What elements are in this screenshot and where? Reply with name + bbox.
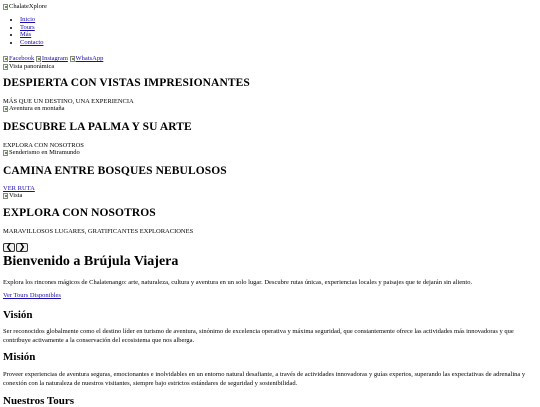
facebook-alt-text: Facebook [9,55,35,62]
nav-link-tours[interactable]: Tours [20,23,35,31]
slide-3-image-alt: Senderismo en Miramundo [9,149,80,156]
nav-item-tours[interactable] [20,24,43,32]
slide-2-image [3,105,64,113]
view-tours-link[interactable]: Ver Tours Disponibles [3,292,61,299]
instagram-icon [36,56,41,62]
slide-3-title: CAMINA ENTRE BOSQUES NEBULOSOS [3,165,227,177]
main-nav [3,16,43,46]
whatsapp-link[interactable] [70,55,104,63]
instagram-alt-text: Instagram [41,55,68,62]
slide-2-subtitle: EXPLORA CON NOSOTROS [3,142,84,149]
slide-1-image [3,63,54,71]
welcome-text: Explora los rincones mágicos de Chalatenango: arte, naturaleza, cultura y aventura en un solo lugar. Descubre rutas únicas, experiencias locales y paisajes que te dejarán sin aliento. [3,279,473,286]
mision-text: Proveer experiencias de aventura seguras, emocionantes e inolvidables en un entorno natural desafiante, a través de actividades innovadoras y guías expertos, superando las expectativas de adrenalina y conexión con la naturaleza de nuestros visitantes, siempre bajo estrictos estándares de seguridad y sostenibilidad. [3,371,526,387]
nav-link-inicio[interactable]: Inicio [20,16,36,23]
nav-item-mas[interactable] [20,31,43,39]
carousel-controls [3,236,29,254]
slide-1-title: DESPIERTA CON VISTAS IMPRESIONANTES [3,77,250,89]
welcome-title: Bienvenido a Brújula Viajera [3,254,179,269]
broken-image-icon [3,4,8,10]
slide-1-subtitle: MÁS QUE UN DESTINO, UNA EXPERIENCIA [3,98,134,105]
vision-text: Ser reconocidos globalmente como el destino líder en turismo de aventura, sinónimo de excelencia operativa y máxima seguridad, que constantemente ofrece las actividades más innovadoras y que contribuye activamente a la conservación del ecosistema que nos alberga. [3,328,514,344]
slide-1-image-alt: Vista panorámica [9,63,55,70]
tours-title: Nuestros Tours [3,395,75,407]
carousel-next-button[interactable]: ❯ [16,243,28,252]
nav-item-contacto[interactable] [20,39,43,47]
view-route-link[interactable]: VER RUTA [3,185,35,192]
carousel-prev-button[interactable]: ❮ [3,243,15,252]
nav-item-inicio[interactable] [20,16,43,24]
slide-4-image-alt: Vista [9,192,23,199]
whatsapp-icon [70,56,75,62]
facebook-link[interactable] [3,55,34,63]
slide-4-image [3,192,22,200]
facebook-icon [3,56,8,62]
slide-4-subtitle: MARAVILLOSOS LUGARES, GRATIFICANTES EXPLORACIONES [3,228,194,235]
slide-2-image-alt: Aventura en montaña [9,105,65,112]
whatsapp-alt-text: WhatsApp [75,55,104,62]
vision-title: Visión [3,309,33,321]
mision-title: Misión [3,351,36,363]
nav-link-mas[interactable]: Más [20,31,32,38]
slide-4-title: EXPLORA CON NOSOTROS [3,207,156,219]
logo-image [3,3,47,11]
broken-image-icon [3,150,8,156]
broken-image-icon [3,193,8,199]
broken-image-icon [3,106,8,112]
logo-alt-text: ChalateXplore [9,3,47,10]
nav-link-contacto[interactable]: Contacto [20,38,44,46]
slide-3-image [3,149,80,157]
broken-image-icon [3,64,8,70]
instagram-link[interactable] [36,55,68,63]
slide-2-title: DESCUBRE LA PALMA Y SU ARTE [3,121,192,133]
